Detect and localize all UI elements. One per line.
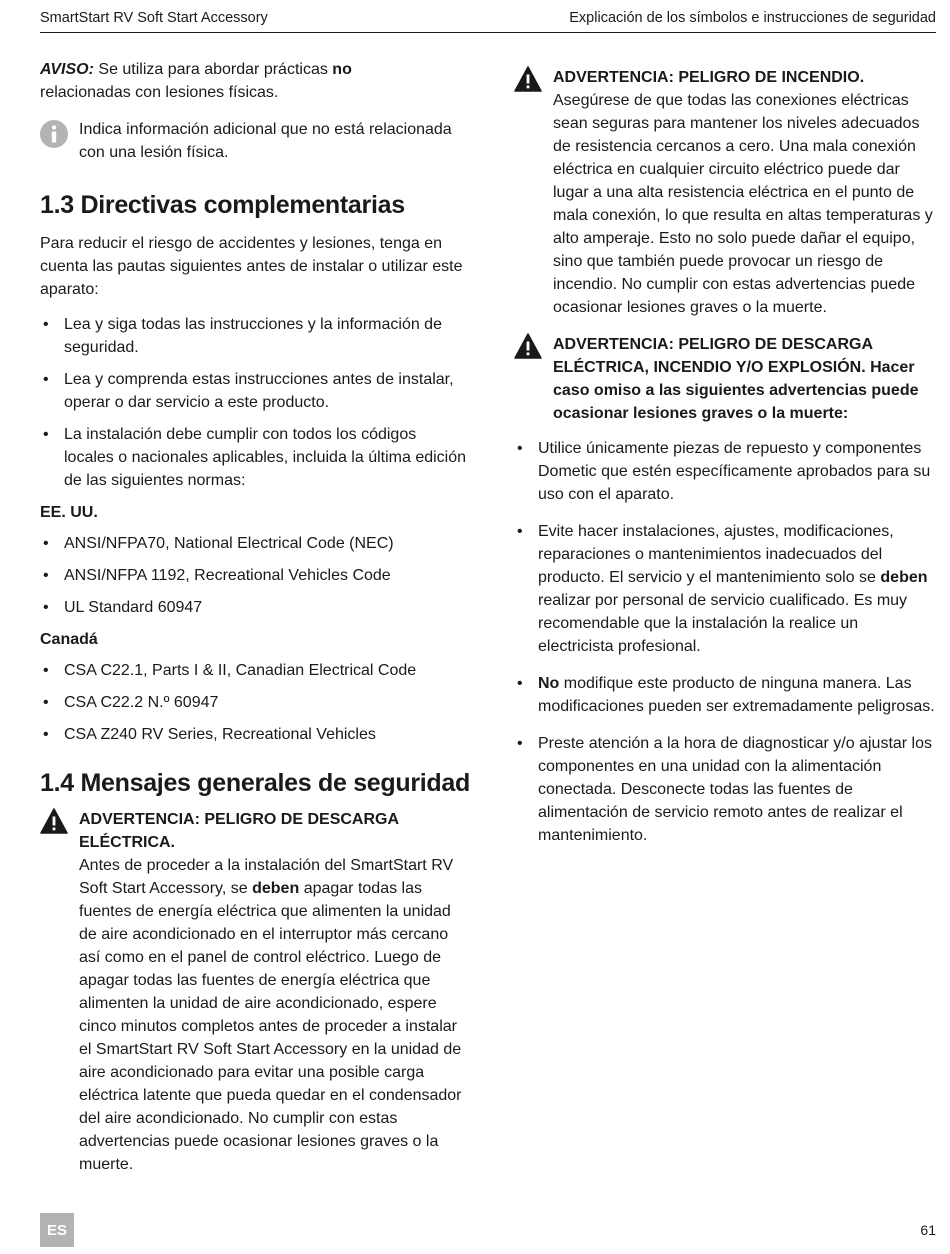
aviso-text-before: Se utiliza para abordar prácticas [98,61,328,78]
page-number: 61 [920,1222,936,1238]
warning-body [79,854,470,1176]
bullet-text-before: Evite hacer instalaciones, ajustes, modificaciones, reparaciones o mantenimientos inadecuados del producto. El servicio y el mantenimiento solo se [538,523,894,586]
aviso-text-after: relacionadas con lesiones físicas. [40,84,279,101]
list-item: • CSA Z240 RV Series, Recreational Vehicles [40,723,470,746]
list-item: • Lea y siga todas las instrucciones y la información de seguridad. [40,313,470,359]
list-item [514,732,938,847]
left-column [40,58,470,1176]
shock-warning-block [40,808,470,1176]
bullet-text: Utilice únicamente piezas de repuesto y componentes Dometic que estén específicamente aprobados para su uso con el aparato. [538,440,931,503]
bullet-text-after: realizar por personal de servicio cualificado. Es muy recomendable que la instalación la realice un electricista profesional. [538,592,908,655]
warning-body-before: Antes de proceder a la instalación del SmartStart RV Soft Start Accessory, se [79,857,454,897]
warning-triangle-icon [514,66,542,92]
usa-standards-list [40,532,470,619]
info-text: Indica información adicional que no está relacionada con una lesión física. [79,121,452,161]
bullet-text: Preste atención a la hora de diagnosticar y/o ajustar los componentes en una unidad con la alimentación conectada. Desconecte todas las fuentes de alimentación de servicio remoto antes de realizar el mantenimiento. [538,735,933,844]
shock-warning-title: ADVERTENCIA: PELIGRO DE DESCARGA ELÉCTRICA, INCENDIO Y/O EXPLOSIÓN. Hacer caso omiso a las siguientes advertencias puede ocasionar lesiones graves o la muerte: [553,336,919,422]
right-column [514,66,938,856]
list-item [514,437,938,506]
aviso-bold: no [332,61,352,78]
warning-triangle-icon [40,808,68,834]
section-1-3-intro: Para reducir el riesgo de accidentes y lesiones, tenga en cuenta las pautas siguientes antes de instalar o utilizar este aparato: [40,235,463,298]
info-note [40,118,470,164]
list-item: • ANSI/NFPA 1192, Recreational Vehicles Code [40,564,470,587]
section-1-4-title: 1.4 Mensajes generales de seguridad [40,769,470,797]
list-item [514,672,938,718]
warning-body-after: apagar todas las fuentes de energía eléctrica que alimenten la unidad de aire acondicionado en el interruptor más cercano así como en el panel de control eléctrico. Luego de apagar todas las fuentes de energía eléctrica que alimenten la unidad de aire acondicionado, espere cinco minutos completos antes de proceder a instalar el SmartStart RV Soft Start Accessory en la unidad de aire acondicionado para evitar una posible carga eléctrica latente que pueda quedar en el condensador del aire acondicionado. No cumplir con estas advertencias puede ocasionar lesiones graves o la muerte. [79,880,462,1173]
info-icon [40,120,68,148]
list-item: • UL Standard 60947 [40,596,470,619]
fire-warning-block [514,66,938,319]
canada-standards-list [40,659,470,746]
section-1-3-bullets [40,313,470,492]
header-section-title: Explicación de los símbolos e instrucciones de seguridad [569,10,936,26]
list-item: • CSA C22.2 N.º 60947 [40,691,470,714]
bullet-bold: deben [880,569,928,586]
bullet-text-after: modifique este producto de ninguna manera. Las modificaciones pueden ser extremadamente peligrosas. [538,675,935,715]
language-badge: ES [40,1213,74,1247]
usa-heading: EE. UU. [40,504,98,521]
bullet-bold: No [538,675,560,692]
list-item [514,520,938,658]
page-header [40,8,936,33]
list-item: • CSA C22.1, Parts I & II, Canadian Electrical Code [40,659,470,682]
aviso-paragraph [40,58,470,104]
list-item: • La instalación debe cumplir con todos los códigos locales o nacionales aplicables, incluida la última edición de las siguientes normas: [40,423,470,492]
warning-title: ADVERTENCIA: PELIGRO DE DESCARGA ELÉCTRICA. [79,811,399,851]
aviso-label: AVISO: [40,61,94,78]
right-warning-bullets [514,437,938,847]
warning-triangle-icon [514,333,542,359]
warning-body-bold: deben [252,880,300,897]
canada-heading: Canadá [40,631,98,648]
fire-warning-body: Asegúrese de que todas las conexiones eléctricas sean seguras para mantener los niveles adecuados de resistencia cercanos a cero. Una mala conexión eléctrica en cualquier circuito eléctrico puede dar lugar a una alta resistencia eléctrica en el punto de mala conexión, lo que resulta en altas temperaturas y alto amperaje. Esto no solo puede dañar el equipo, sino que también puede provocar un riesgo de incendio. No cumplir con estas advertencias puede ocasionar lesiones graves o la muerte. [553,92,933,316]
shock-fire-explosion-warning-block [514,333,938,425]
section-1-3-title: 1.3 Directivas complementarias [40,191,405,219]
header-product-name: SmartStart RV Soft Start Accessory [40,10,268,26]
fire-warning-title: ADVERTENCIA: PELIGRO DE INCENDIO. [553,69,865,86]
list-item: • ANSI/NFPA70, National Electrical Code (NEC) [40,532,470,555]
list-item: • Lea y comprenda estas instrucciones antes de instalar, operar o dar servicio a este producto. [40,368,470,414]
